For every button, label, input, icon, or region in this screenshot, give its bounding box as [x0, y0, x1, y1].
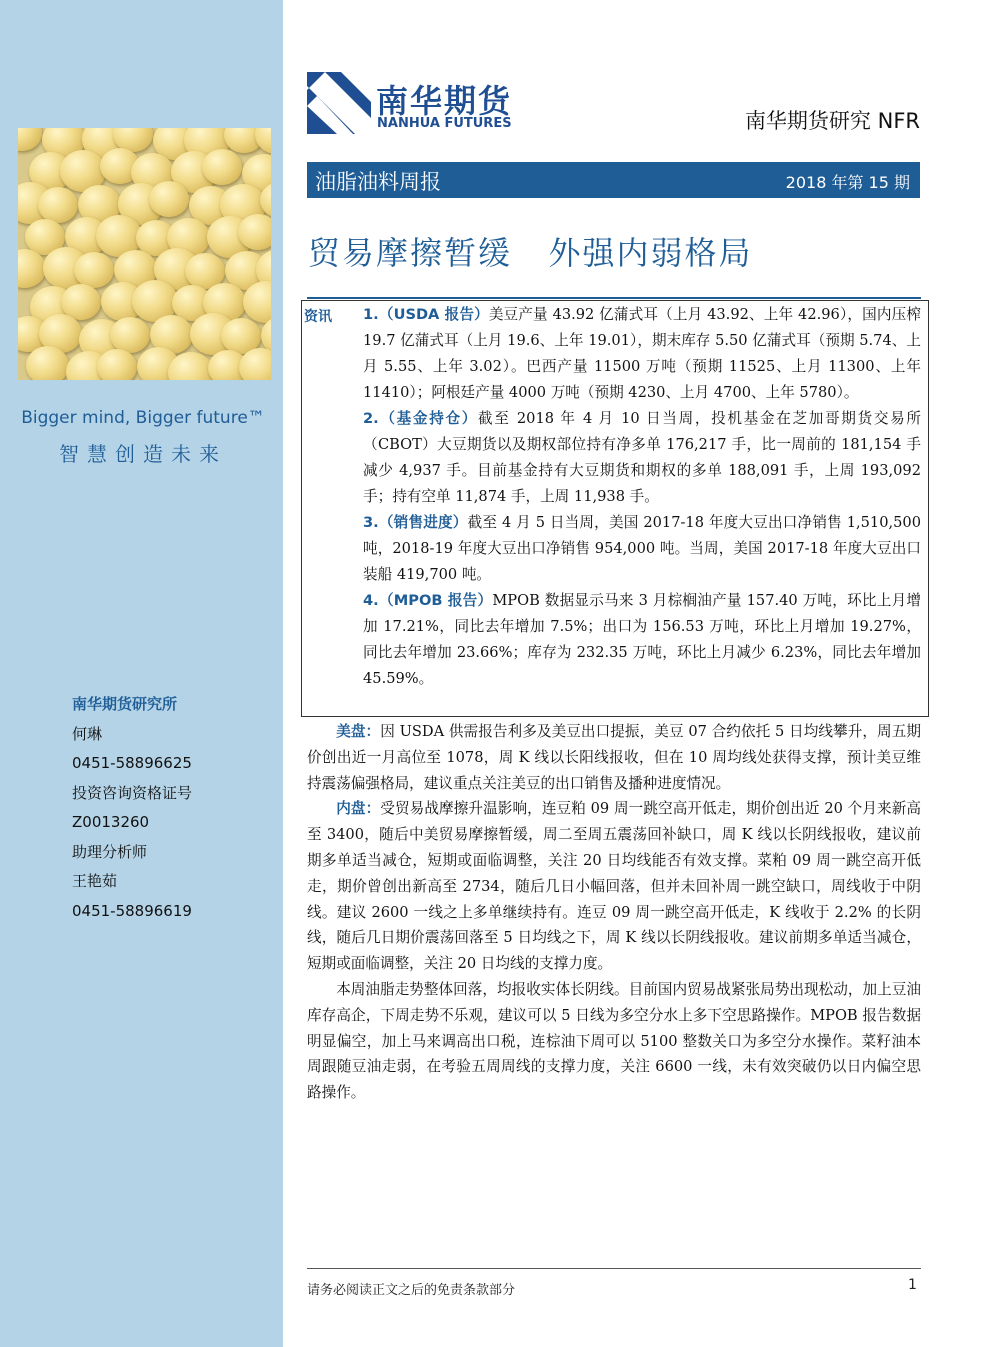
- assistant-label: 助理分析师: [72, 842, 148, 861]
- news-item-text: 截至 4 月 5 日当周，美国 2017-18 年度大豆出口净销售 1,510,500 吨，2018-19 年度大豆出口净销售 954,000 吨。当周，美国 2017-18 年度大豆出口装船 419,700 吨。: [363, 514, 921, 583]
- report-series-title: 油脂油料周报: [315, 170, 441, 194]
- analyst-name: 何琳: [72, 724, 103, 743]
- news-item: [363, 510, 921, 588]
- soybean: [26, 346, 69, 380]
- brand-title: 南华期货研究 NFR: [744, 109, 920, 133]
- news-item-label: 2.（基金持仓）: [363, 410, 479, 427]
- news-item-label: 3.（销售进度）: [363, 514, 468, 531]
- report-banner: [307, 162, 920, 198]
- slogan-chinese: 智慧创造未来: [59, 442, 227, 466]
- us-market-text: 因 USDA 供需报告利多及美豆出口提振，美豆 07 合约依托 5 日均线攀升，周五期价创出近一月高位至 1078，周 K 线以长阳线报收，但在 10 周均线处获得支撑，预计美豆维持震荡偏强格局，建议重点关注美豆的出口销售及播种进度情况。: [307, 723, 921, 792]
- soybean: [74, 252, 114, 288]
- disclaimer-note: 请务必阅读正文之后的免责条款部分: [307, 1283, 516, 1298]
- oils-paragraph: 本周油脂走势整体回落，均报收实体长阴线。目前国内贸易战紧张局势出现松动，加上豆油库存高企，下周走势不乐观，建议可以 5 日线为多空分水上多下空思路操作。MPOB 报告数据明显偏空，加上马来调高出口税，连棕油下周可以 5100 整数关口为多空分水操作。菜籽油本周跟随豆油走弱，在考验五周周线的支撑力度，关注 6600 一线，未有效突破仍以日内偏空思路操作。: [307, 980, 921, 1102]
- footer-divider: [307, 1268, 921, 1269]
- soybean: [38, 187, 78, 223]
- page-number: 1: [908, 1277, 917, 1293]
- contact-block: [72, 690, 192, 926]
- us-market-label: 美盘：: [336, 723, 381, 740]
- soybean: [18, 128, 42, 151]
- us-market-paragraph: [307, 719, 921, 796]
- cert-number: Z0013260: [72, 813, 150, 831]
- news-item: [363, 302, 921, 406]
- news-item: [363, 588, 921, 692]
- soybean: [97, 349, 137, 380]
- cert-label: 投资咨询资格证号: [72, 783, 193, 802]
- logo-text-cn: 南华期货: [376, 82, 513, 120]
- institute-name: 南华期货研究所: [72, 695, 178, 713]
- soybean: [149, 181, 189, 217]
- soybean: [202, 149, 242, 185]
- assistant-name: 王艳茹: [72, 872, 118, 890]
- news-item-text: MPOB 数据显示马来 3 月棕榈油产量 157.40 万吨，环比上月增加 17.21%，同比去年增加 7.5%；出口为 156.53 万吨，环比上月增加 19.27%，同比去年增加 23.66%；库存为 232.35 万吨，环比上月减少 6.23%，同比去年增加 45.59%。: [363, 592, 922, 687]
- logo-text-en: NANHUA FUTURES: [377, 116, 512, 131]
- news-list: [363, 302, 921, 692]
- domestic-market-label: 内盘：: [336, 800, 381, 818]
- news-item-label: 4.（MPOB 报告）: [363, 592, 493, 609]
- news-item-text: 截至 2018 年 4 月 10 日当周，投机基金在芝加哥期货交易所（CBOT）大豆期货以及期权部位持有净多单 176,217 手，比一周前的 181,154 手减少 4,937 手。目前基金持有大豆期货和期权的多单 188,091 手，上周 193,092 手；持有空单 11,874 手，上周 11,938 手。: [363, 410, 921, 505]
- soybean: [110, 317, 150, 353]
- title-divider: [307, 297, 921, 299]
- assistant-phone: 0451-58896619: [72, 901, 192, 920]
- news-item: [363, 406, 921, 510]
- report-body: [307, 719, 921, 1106]
- soybean-photo: [18, 128, 271, 380]
- slogan-english: Bigger mind, Bigger future™: [21, 408, 265, 428]
- page-title: 贸易摩擦暂缓 外强内弱格局: [308, 234, 753, 272]
- news-item-label: 1.（USDA 报告）: [363, 306, 489, 323]
- news-tag: 资讯: [304, 309, 332, 325]
- nanhua-logo-icon: [307, 72, 371, 134]
- sidebar: [0, 0, 283, 1347]
- analyst-phone: 0451-58896625: [72, 754, 192, 772]
- soybean: [255, 128, 271, 154]
- issue-number: 2018 年第 15 期: [785, 173, 910, 192]
- news-item-text: 美豆产量 43.92 亿蒲式耳（上月 43.92、上年 42.96），国内压榨 19.7 亿蒲式耳（上月 19.6、上年 19.01），期末库存 5.50 亿蒲式耳（预期 5.74、上月 5.55、上年 3.02）。巴西产量 11500 万吨（预期 11525、上月 11300、上年 11410）；阿根廷产量 4000 万吨（预期 4230、上月 4700、上年 5780）。: [363, 306, 921, 401]
- soybean: [238, 214, 271, 250]
- domestic-market-text: 受贸易战摩擦升温影响，连豆粕 09 周一跳空高开低走，期价创出近 20 个月来新高至 3400，随后中美贸易摩擦暂缓，周二至周五震荡回补缺口，周 K 线以长阴线报收，建议前期多单适当减仓，短期或面临调整，关注 20 日均线能否有效支撑。菜粕 09 周一跳空高开低走，期价曾创出新高至 2734，随后几日小幅回落，但并未回补周一跳空缺口，周线收于中阴线。建议 2600 一线之上多单继续持有。连豆 09 周一跳空高开低走，K 线收于 2.2% 的长阴线，随后几日期价震荡回落至 5 日均线之下，周 K 线以长阴线报收。建议前期多单适当减仓，短期或面临调整，关注 20 日均线的支撑力度。: [307, 800, 921, 973]
- domestic-market-paragraph: [307, 796, 921, 977]
